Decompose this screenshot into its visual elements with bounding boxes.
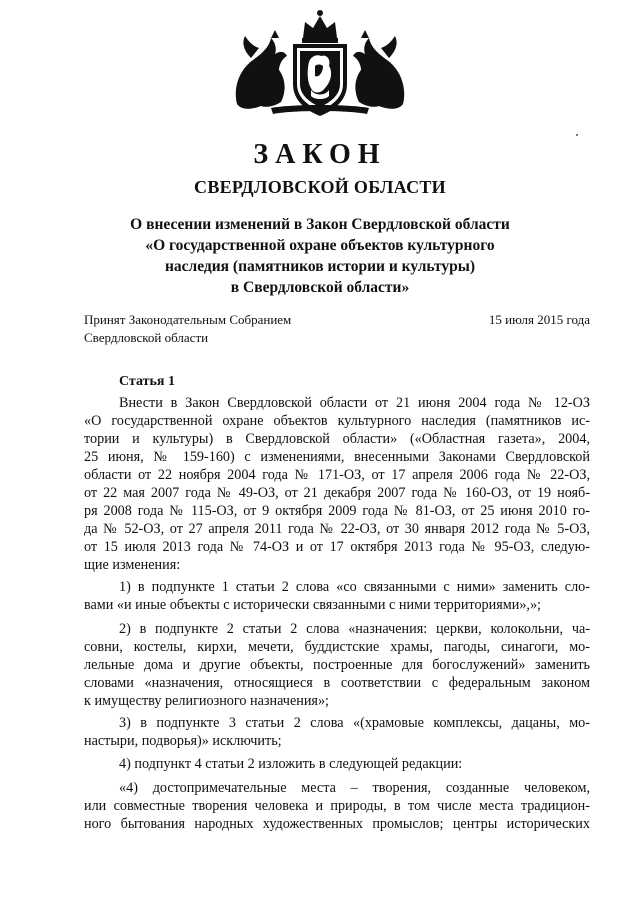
body-line: 25 июня, № 159-160) с изменениями, внесенными Законами Свердловской xyxy=(84,449,590,465)
body-line: 3) в подпункте 3 статьи 2 слова «(храмовые комплексы, дацаны, мо- xyxy=(119,715,590,731)
law-subject-heading xyxy=(0,214,640,298)
body-line: 1) в подпункте 1 статьи 2 слова «со связанными с ними» заменить сло- xyxy=(119,579,590,595)
document-region: СВЕРДЛОВСКОЙ ОБЛАСТИ xyxy=(194,177,446,197)
body-line: щие изменения: xyxy=(84,557,181,573)
body-line: тории и культуры) в Свердловской области» («Областная газета», 2004, xyxy=(84,431,590,447)
adopted-by-block xyxy=(84,311,291,347)
subject-line: в Свердловской области» xyxy=(230,279,410,296)
body-line: лельные дома и другие объекты, построенные для богослужений» заменить xyxy=(84,657,590,673)
body-line: ря 2008 года № 115-ОЗ, от 9 октября 2009 года № 81-ОЗ, от 25 июня 2010 го- xyxy=(84,503,590,519)
body-line: или совместные творения человека и природы, в том числе места традицион- xyxy=(84,798,590,814)
coat-of-arms-emblem xyxy=(231,8,409,118)
body-line: к имуществу религиозного назначения»; xyxy=(84,693,329,709)
adoption-date: 15 июля 2015 года xyxy=(488,312,590,327)
adopted-by-line: Принят Законодательным Собранием xyxy=(84,312,292,327)
article-heading: Статья 1 xyxy=(119,374,175,389)
subject-line: О внесении изменений в Закон Свердловской области xyxy=(130,216,510,233)
body-line: от 15 июля 2013 года № 74-ОЗ и от 17 октября 2013 года № 95-ОЗ, следую- xyxy=(84,539,590,555)
body-line: 2) в подпункте 2 статьи 2 слова «назначения: церкви, колокольни, ча- xyxy=(119,621,590,637)
body-line: области от 22 ноября 2004 года № 171-ОЗ, от 17 апреля 2006 года № 22-ОЗ, xyxy=(84,467,590,483)
body-line: ного бытования народных художественных промыслов; центры исторических xyxy=(84,816,590,832)
body-line: Внести в Закон Свердловской области от 21 июня 2004 года № 12-ОЗ xyxy=(119,395,590,411)
body-line: совни, костелы, кирхи, мечети, буддистские храмы, пагоды, синагоги, мо- xyxy=(84,639,590,655)
body-line: словами «назначения, относящиеся в соответствии с федеральным законом xyxy=(84,675,590,691)
subject-line: наследия (памятников истории и культуры) xyxy=(164,258,476,275)
body-line: настыри, подворья)» исключить; xyxy=(84,733,282,749)
body-line: «4) достопримечательные места – творения, созданные человеком, xyxy=(119,780,590,796)
body-line: вами «и иные объекты с исторически связанными с ними территориями»,»; xyxy=(84,597,541,613)
adopted-by-line: Свердловской области xyxy=(84,330,209,345)
subject-line: «О государственной охране объектов культурного xyxy=(145,237,495,254)
body-line: «О государственной охране объектов культурного наследия (памятников ис- xyxy=(84,413,590,429)
body-line: да № 52-ОЗ, от 27 апреля 2011 года № 22-ОЗ, от 30 января 2012 года № 5-ОЗ, xyxy=(84,521,590,537)
body-line: от 22 мая 2007 года № 49-ОЗ, от 21 декабря 2007 года № 160-ОЗ, от 19 нояб- xyxy=(84,485,590,501)
document-title: ЗАКОН xyxy=(253,139,387,170)
body-line: 4) подпункт 4 статьи 2 изложить в следующей редакции: xyxy=(119,756,463,772)
scan-speck xyxy=(576,134,578,136)
